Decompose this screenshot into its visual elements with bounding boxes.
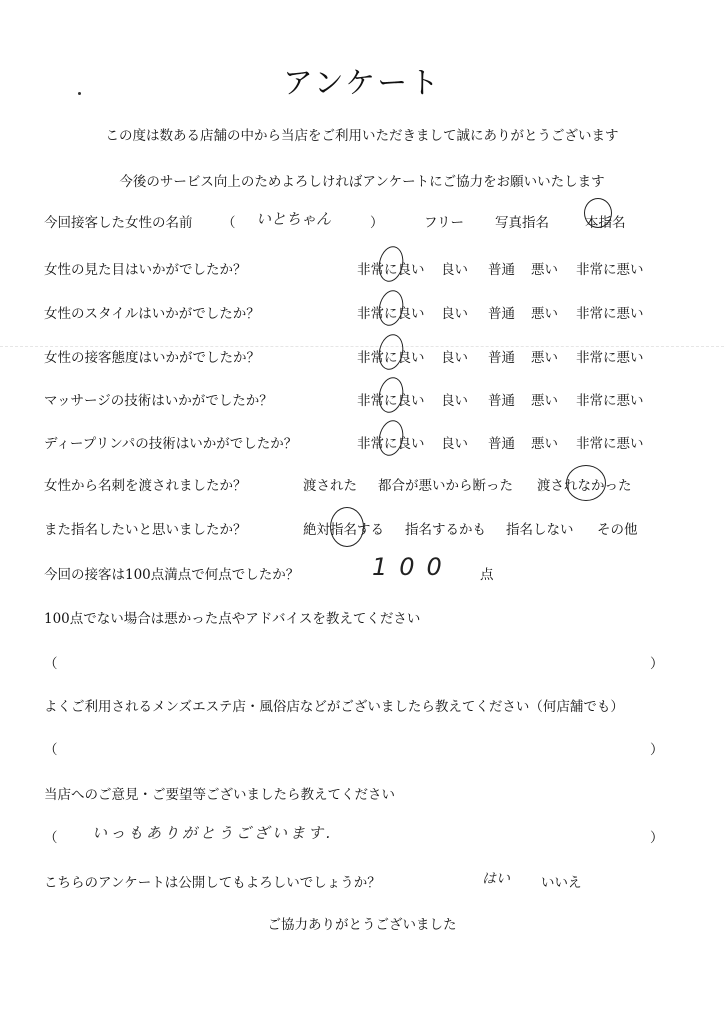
- option-photo-nomination[interactable]: 写真指名: [495, 215, 549, 231]
- rating-option[interactable]: 悪い: [531, 306, 558, 322]
- rating-option[interactable]: 非常に悪い: [576, 393, 644, 409]
- question-label: こちらのアンケートは公開してもよろしいでしょうか？: [44, 875, 381, 891]
- option-definitely[interactable]: 絶対指名する: [303, 522, 384, 538]
- rating-option[interactable]: 悪い: [531, 350, 558, 366]
- close-paren: ）: [650, 656, 664, 672]
- selection-circle: [376, 418, 407, 458]
- rating-option[interactable]: 普通: [488, 262, 515, 278]
- question-label: 女性の接客態度はいかがでしたか？: [44, 350, 260, 366]
- option-declined[interactable]: 都合が悪いから断った: [378, 478, 513, 494]
- rating-option[interactable]: 非常に良い: [357, 350, 425, 366]
- rating-option[interactable]: 非常に悪い: [576, 350, 644, 366]
- selection-circle: [376, 375, 407, 415]
- rating-option[interactable]: 普通: [488, 393, 515, 409]
- intro-line-2: 今後のサービス向上のためよろしければアンケートにご協力をお願いいたします: [119, 174, 605, 190]
- option-maybe[interactable]: 指名するかも: [405, 522, 486, 538]
- close-paren: ）: [650, 830, 664, 846]
- rating-option[interactable]: 良い: [441, 436, 468, 452]
- question-label: また指名したいと思いましたか？: [44, 522, 247, 538]
- rating-option[interactable]: 良い: [441, 393, 468, 409]
- rating-option[interactable]: 普通: [488, 350, 515, 366]
- selection-circle: [376, 244, 407, 284]
- rating-option[interactable]: 悪い: [531, 436, 558, 452]
- rating-option[interactable]: 普通: [488, 306, 515, 322]
- rating-option[interactable]: 非常に悪い: [576, 262, 644, 278]
- question-label: ディープリンパの技術はいかがでしたか？: [44, 436, 298, 452]
- question-label: よくご利用されるメンズエステ店・風俗店などがございましたら教えてください（何店舗でも）: [44, 699, 624, 715]
- open-paren: （: [44, 830, 58, 846]
- intro-line-1: この度は数ある店舗の中から当店をご利用いただきまして誠にありがとうございます: [105, 128, 619, 144]
- question-label: 女性のスタイルはいかがでしたか？: [44, 306, 260, 322]
- option-received[interactable]: 渡された: [303, 478, 357, 494]
- selection-circle: [566, 465, 606, 501]
- survey-title: アンケート: [282, 66, 442, 101]
- option-no[interactable]: 指名しない: [506, 522, 574, 538]
- rating-option[interactable]: 良い: [441, 350, 468, 366]
- rating-option[interactable]: 悪い: [531, 262, 558, 278]
- option-other[interactable]: その他: [597, 522, 638, 538]
- closing-text: ご協力ありがとうございました: [267, 917, 457, 933]
- option-free[interactable]: フリー: [424, 215, 464, 231]
- rating-option[interactable]: 良い: [441, 306, 468, 322]
- selection-circle: [330, 507, 364, 547]
- selection-circle: [584, 198, 612, 228]
- option-main-nomination[interactable]: 本指名: [585, 215, 626, 231]
- question-label: 今回の接客は100点満点で何点でしたか？: [44, 567, 300, 583]
- rating-option[interactable]: 非常に良い: [357, 306, 425, 322]
- rating-option[interactable]: 非常に良い: [357, 262, 425, 278]
- open-paren: （: [44, 656, 58, 672]
- question-label: 女性の見た目はいかがでしたか？: [44, 262, 247, 278]
- option-yes[interactable]: はい: [482, 871, 510, 887]
- selection-circle: [376, 288, 407, 328]
- score-unit: 点: [480, 567, 494, 583]
- rating-option[interactable]: 非常に良い: [357, 436, 425, 452]
- score-answer[interactable]: 100: [372, 553, 454, 581]
- opinion-answer[interactable]: いっもありがとうございます.: [92, 824, 334, 842]
- close-paren: ）: [650, 742, 664, 758]
- open-paren: （: [44, 742, 58, 758]
- option-no[interactable]: いいえ: [541, 875, 582, 891]
- question-label: 100点でない場合は悪かった点やアドバイスを教えてください: [44, 611, 421, 627]
- question-label: 女性から名刺を渡されましたか？: [44, 478, 247, 494]
- rating-option[interactable]: 良い: [441, 262, 468, 278]
- selection-circle: [376, 332, 407, 372]
- rating-option[interactable]: 非常に悪い: [576, 436, 644, 452]
- open-paren: （: [222, 215, 236, 231]
- close-paren: ）: [370, 215, 384, 231]
- name-answer[interactable]: いとちゃん: [256, 210, 332, 228]
- question-label: 当店へのご意見・ご要望等ございましたら教えてください: [44, 787, 395, 803]
- rating-option[interactable]: 普通: [488, 436, 515, 452]
- question-label: 今回接客した女性の名前: [44, 215, 193, 231]
- rating-option[interactable]: 非常に悪い: [576, 306, 644, 322]
- question-label: マッサージの技術はいかがでしたか？: [44, 393, 273, 409]
- option-not-received[interactable]: 渡されなかった: [537, 478, 632, 494]
- rating-option[interactable]: 非常に良い: [357, 393, 425, 409]
- rating-option[interactable]: 悪い: [531, 393, 558, 409]
